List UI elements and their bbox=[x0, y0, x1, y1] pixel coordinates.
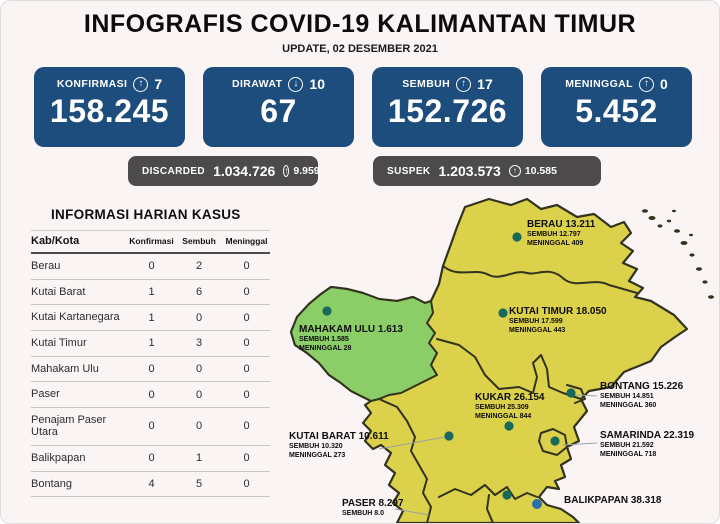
row-sembuh: 3 bbox=[195, 337, 203, 350]
row-sembuh: 5 bbox=[195, 478, 203, 491]
stat-value: 152.726 bbox=[387, 93, 508, 129]
bar-value: 1.034.726 bbox=[213, 163, 276, 179]
marker-mahakam-ulu bbox=[322, 306, 331, 315]
row-konfirmasi: 1 bbox=[148, 337, 155, 350]
stat-value: 67 bbox=[260, 93, 297, 129]
row-sembuh: 0 bbox=[195, 420, 203, 433]
suspek-bar bbox=[373, 156, 601, 186]
map-label-balikpapan: BALIKPAPAN 38.318 bbox=[564, 495, 662, 506]
stat-label: DIRAWAT bbox=[231, 78, 283, 90]
marker-paser bbox=[502, 490, 511, 499]
table-row bbox=[31, 382, 270, 408]
row-meninggal: 0 bbox=[243, 362, 250, 375]
row-name: Balikpapan bbox=[31, 452, 86, 465]
stat-card-dirawat bbox=[203, 67, 354, 147]
stat-value: 5.452 bbox=[575, 93, 658, 129]
table-row bbox=[31, 408, 270, 446]
row-name: Paser bbox=[31, 388, 60, 401]
update-date: UPDATE, 02 DESEMBER 2021 bbox=[282, 43, 438, 55]
stat-label: MENINGGAL bbox=[565, 78, 633, 90]
kaltim-map bbox=[279, 189, 719, 523]
row-meninggal: 0 bbox=[243, 285, 250, 298]
row-konfirmasi: 1 bbox=[148, 285, 155, 298]
map-label-kukar: KUKAR 26.154 SEMBUH 25.309 MENINGGAL 844 bbox=[475, 392, 545, 420]
stat-delta: 7 bbox=[154, 76, 163, 92]
row-konfirmasi: 0 bbox=[148, 452, 155, 465]
row-sembuh: 2 bbox=[195, 260, 203, 273]
stat-delta: 17 bbox=[477, 76, 493, 92]
map-label-paser: PASER 8.297 SEMBUH 8.0 bbox=[342, 498, 404, 515]
stat-label: SEMBUH bbox=[402, 78, 451, 90]
map-label-bontang: BONTANG 15.226 SEMBUH 14.851 MENINGGAL 360 bbox=[600, 381, 684, 409]
table-row bbox=[31, 357, 270, 383]
row-sembuh: 0 bbox=[195, 388, 203, 401]
row-name: Bontang bbox=[31, 477, 72, 490]
stat-card-meninggal bbox=[541, 67, 692, 147]
arrow-up-icon: ↑ bbox=[133, 77, 148, 92]
arrow-down-icon: ↓ bbox=[288, 77, 303, 92]
table-row bbox=[31, 472, 270, 498]
marker-balikpapan bbox=[532, 499, 542, 509]
marker-kukar bbox=[504, 421, 513, 430]
bar-value: 1.203.573 bbox=[438, 163, 501, 179]
arrow-up-icon: ↑ bbox=[284, 166, 289, 175]
row-konfirmasi: 0 bbox=[148, 420, 155, 433]
row-meninggal: 0 bbox=[243, 420, 250, 433]
marker-berau bbox=[512, 232, 521, 241]
row-sembuh: 6 bbox=[195, 285, 203, 298]
row-name: Mahakam Ulu bbox=[31, 362, 99, 375]
daily-table-title: INFORMASI HARIAN KASUS bbox=[51, 207, 241, 222]
col-header-meninggal: Meninggal bbox=[225, 236, 268, 246]
arrow-up-icon: ↑ bbox=[639, 77, 654, 92]
bar-label: DISCARDED bbox=[142, 165, 206, 177]
row-name: Kutai Kartanegara bbox=[31, 311, 120, 324]
marker-bontang bbox=[566, 388, 575, 397]
stat-delta: 0 bbox=[659, 76, 668, 92]
daily-cases-table bbox=[31, 230, 270, 497]
stat-value: 158.245 bbox=[49, 93, 170, 129]
row-konfirmasi: 0 bbox=[148, 388, 155, 401]
stat-card-konfirmasi bbox=[34, 67, 185, 147]
row-sembuh: 0 bbox=[195, 311, 203, 324]
stat-card-sembuh bbox=[372, 67, 523, 147]
row-meninggal: 0 bbox=[243, 478, 250, 491]
marker-kutai-barat bbox=[444, 431, 453, 440]
row-name: Kutai Barat bbox=[31, 285, 86, 298]
row-konfirmasi: 0 bbox=[148, 362, 155, 375]
col-header-sembuh: Sembuh bbox=[182, 236, 216, 246]
kaltim-map-svg bbox=[279, 189, 719, 523]
row-sembuh: 1 bbox=[195, 452, 203, 465]
map-label-kutai-barat: KUTAI BARAT 10.611 SEMBUH 10.320 MENINGGAL 273 bbox=[289, 431, 389, 459]
table-row bbox=[31, 280, 270, 306]
stat-delta: 10 bbox=[309, 76, 325, 92]
row-meninggal: 0 bbox=[243, 311, 250, 324]
map-label-mahakam-ulu: MAHAKAM ULU 1.613 SEMBUH 1.585 MENINGGAL 28 bbox=[299, 324, 403, 352]
stat-cards-row bbox=[34, 67, 692, 147]
row-konfirmasi: 1 bbox=[148, 311, 155, 324]
row-konfirmasi: 0 bbox=[148, 260, 155, 273]
row-meninggal: 0 bbox=[243, 388, 250, 401]
arrow-up-icon: ↑ bbox=[456, 77, 471, 92]
row-name: Kutai Timur bbox=[31, 336, 87, 349]
bar-label: SUSPEK bbox=[387, 165, 431, 177]
row-meninggal: 0 bbox=[243, 337, 250, 350]
col-header-kabkota: Kab/Kota bbox=[31, 235, 80, 247]
map-label-kutai-timur: KUTAI TIMUR 18.050 SEMBUH 17.599 MENINGGAL 443 bbox=[509, 306, 607, 334]
page-title: INFOGRAFIS COVID-19 KALIMANTAN TIMUR bbox=[83, 10, 637, 38]
row-name: Berau bbox=[31, 260, 61, 272]
row-konfirmasi: 4 bbox=[148, 478, 155, 491]
table-row bbox=[31, 305, 270, 331]
row-name: Penajam Paser Utara bbox=[31, 413, 107, 439]
row-sembuh: 0 bbox=[195, 362, 203, 375]
islands-group bbox=[642, 209, 714, 298]
table-row bbox=[31, 446, 270, 472]
row-meninggal: 0 bbox=[243, 452, 250, 465]
marker-samarinda bbox=[550, 436, 559, 445]
arrow-up-icon: ↑ bbox=[509, 165, 521, 177]
table-row bbox=[31, 254, 270, 280]
table-header-row bbox=[31, 230, 270, 254]
col-header-konfirmasi: Konfirmasi bbox=[129, 236, 174, 246]
table-row bbox=[31, 331, 270, 357]
row-meninggal: 0 bbox=[243, 260, 250, 273]
discarded-bar bbox=[128, 156, 318, 186]
map-label-berau: BERAU 13.211 SEMBUH 12.797 MENINGGAL 409 bbox=[527, 219, 596, 247]
stat-label: KONFIRMASI bbox=[56, 78, 128, 90]
map-label-samarinda: SAMARINDA 22.319 SEMBUH 21.592 MENINGGAL 718 bbox=[600, 430, 695, 458]
bar-delta: 9.959 bbox=[293, 165, 320, 177]
marker-kutai-timur bbox=[498, 308, 507, 317]
bar-delta: 10.585 bbox=[524, 165, 557, 177]
